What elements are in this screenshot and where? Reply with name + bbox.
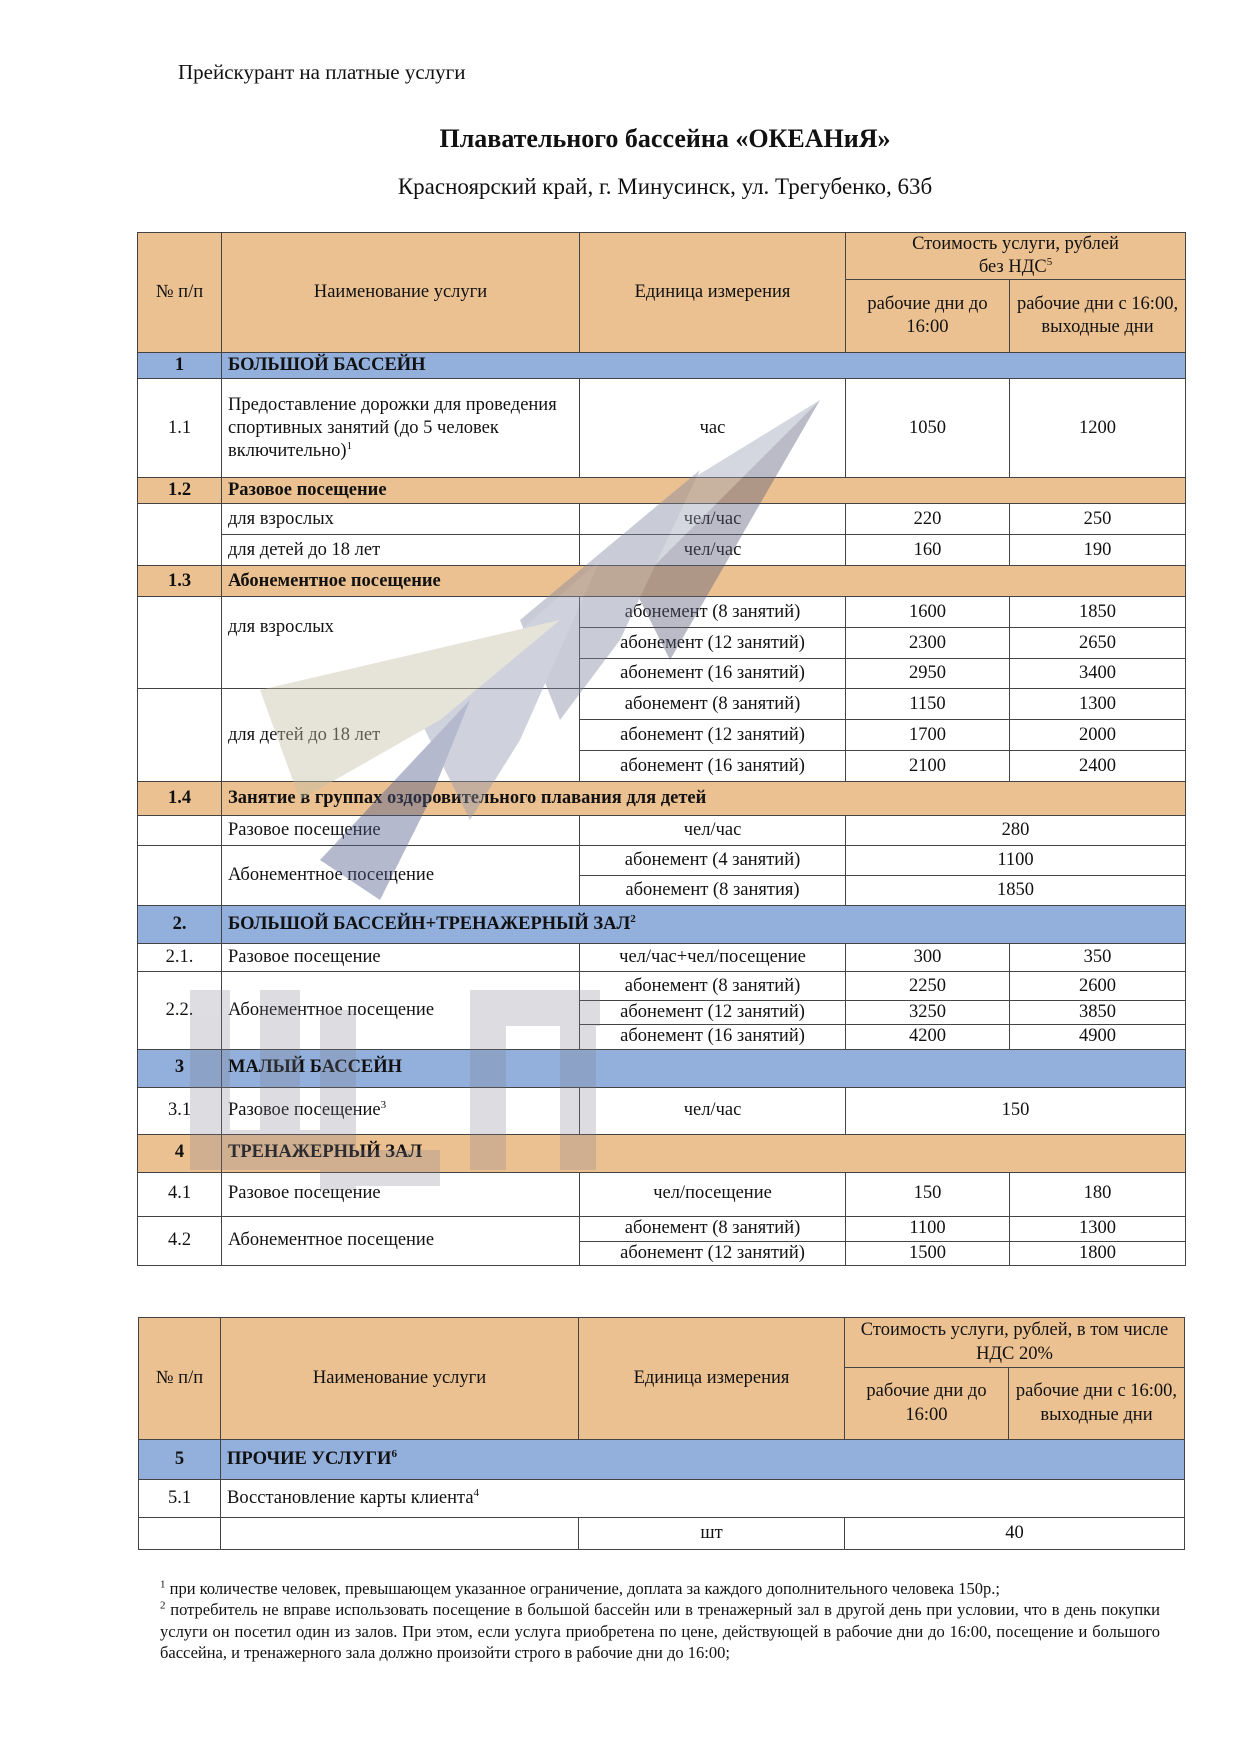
price-weekend: 1850 <box>1010 597 1186 628</box>
document-address: Красноярский край, г. Минусинск, ул. Трегубенко, 63б <box>397 174 933 199</box>
row-num: 2.2. <box>138 972 222 1049</box>
price-weekday: 4200 <box>846 1025 1010 1049</box>
price-weekday: 150 <box>846 1172 1010 1216</box>
section-title <box>222 906 1186 944</box>
unit: абонемент (8 занятий) <box>580 1216 846 1241</box>
footnote-ref: 3 <box>380 1098 387 1111</box>
row-num-empty <box>138 504 222 566</box>
footnote-text: потребитель не вправе использовать посещение в большой бассейн или в тренажерный зал в другой день при условии, что в день покупки услуги он посетил один из залов. При этом, если услуга приобретена по цене, действующей в рабочие дни до 16:00, посещение и большого бассейна, и тренажерного зала должно произойти строго в рабочие дни до 16:00; <box>160 1600 1160 1663</box>
section-num: 1.4 <box>138 782 222 816</box>
price-weekday: 2950 <box>846 659 1010 689</box>
unit: абонемент (12 занятий) <box>580 1001 846 1025</box>
unit: час <box>580 379 846 478</box>
price-weekend: 1800 <box>1010 1241 1186 1265</box>
service-name: Абонементное посещение <box>222 972 580 1049</box>
footnote-mark: 2 <box>160 1599 166 1612</box>
row-num: 3.1 <box>138 1087 222 1134</box>
unit: абонемент (12 занятий) <box>580 720 846 751</box>
price: 1850 <box>846 876 1186 906</box>
table-row <box>138 944 1186 972</box>
price-weekend: 1300 <box>1010 1216 1186 1241</box>
section-title <box>221 1440 1185 1480</box>
section-title: БОЛЬШОЙ БАССЕЙН <box>222 353 1186 379</box>
section-title: Абонементное посещение <box>222 566 1186 597</box>
price-weekday: 2250 <box>846 972 1010 1001</box>
table-header-row <box>138 233 1186 280</box>
price: 1100 <box>846 846 1186 876</box>
price-table-other <box>138 1317 1185 1550</box>
service-name: Разовое посещение <box>222 816 580 846</box>
header-cost-vat: без НДС <box>978 257 1047 278</box>
price-table-main <box>137 232 1186 1266</box>
price-weekday: 160 <box>846 535 1010 566</box>
header-weekday: рабочие дни до 16:00 <box>845 1368 1009 1440</box>
unit: абонемент (16 занятий) <box>580 659 846 689</box>
price-weekend: 3850 <box>1010 1001 1186 1025</box>
unit: абонемент (8 занятий) <box>580 972 846 1001</box>
service-name: для детей до 18 лет <box>222 689 580 782</box>
price-weekend: 350 <box>1010 944 1186 972</box>
header-weekend: рабочие дни с 16:00, выходные дни <box>1010 280 1186 353</box>
price-weekday: 220 <box>846 504 1010 535</box>
price: 40 <box>845 1518 1185 1550</box>
unit: шт <box>579 1518 845 1550</box>
price-weekend: 2650 <box>1010 628 1186 659</box>
price-weekday: 1150 <box>846 689 1010 720</box>
table-row <box>138 597 1186 628</box>
table-row <box>138 535 1186 566</box>
service-name-text: Восстановление карты клиента <box>227 1487 474 1508</box>
price-weekend: 2400 <box>1010 751 1186 782</box>
table-row <box>138 379 1186 478</box>
unit: абонемент (8 занятия) <box>580 876 846 906</box>
header-unit: Единица измерения <box>579 1318 845 1440</box>
section-num: 5 <box>139 1440 221 1480</box>
unit: чел/час <box>580 816 846 846</box>
header-unit: Единица измерения <box>580 233 846 353</box>
footnote-ref: 6 <box>391 1447 397 1460</box>
price-weekend: 3400 <box>1010 659 1186 689</box>
table-row <box>138 1087 1186 1134</box>
table-row <box>139 1480 1185 1518</box>
row-num: 4.2 <box>138 1216 222 1265</box>
service-name: для детей до 18 лет <box>222 535 580 566</box>
section-title-text: БОЛЬШОЙ БАССЕЙН+ТРЕНАЖЕРНЫЙ ЗАЛ <box>228 914 631 935</box>
price-weekend: 1300 <box>1010 689 1186 720</box>
row-num-empty <box>139 1518 221 1550</box>
price-weekday: 300 <box>846 944 1010 972</box>
section-num: 2. <box>138 906 222 944</box>
service-name-text: Разовое посещение <box>228 1099 381 1120</box>
service-name <box>221 1480 1185 1518</box>
header-cost: Стоимость услуги, рублей, в том числе НДС 20% <box>845 1318 1185 1368</box>
row-num: 1.1 <box>138 379 222 478</box>
header-service-name: Наименование услуги <box>222 233 580 353</box>
unit: абонемент (12 занятий) <box>580 628 846 659</box>
subsection-row <box>138 782 1186 816</box>
row-num-empty <box>138 689 222 782</box>
row-num-empty <box>138 816 222 846</box>
unit: чел/час <box>580 1087 846 1134</box>
price-weekday: 2300 <box>846 628 1010 659</box>
table-header-row <box>139 1318 1185 1368</box>
price-weekend: 250 <box>1010 504 1186 535</box>
unit: абонемент (8 занятий) <box>580 689 846 720</box>
footnote-ref: 2 <box>630 913 636 926</box>
row-num-empty <box>138 597 222 689</box>
section-title: МАЛЫЙ БАССЕЙН <box>222 1049 1186 1087</box>
footnote-1 <box>160 1578 1160 1599</box>
unit: абонемент (16 занятий) <box>580 751 846 782</box>
subsection-row <box>138 478 1186 504</box>
price-weekend: 1200 <box>1010 379 1186 478</box>
row-num: 5.1 <box>139 1480 221 1518</box>
unit: абонемент (8 занятий) <box>580 597 846 628</box>
table-row <box>138 816 1186 846</box>
header-weekend: рабочие дни с 16:00, выходные дни <box>1009 1368 1185 1440</box>
price-weekend: 190 <box>1010 535 1186 566</box>
header-num: № п/п <box>138 233 222 353</box>
row-num-empty <box>138 846 222 906</box>
price-weekday: 1700 <box>846 720 1010 751</box>
section-title: Разовое посещение <box>222 478 1186 504</box>
footnote-ref: 4 <box>473 1486 480 1499</box>
section-num: 1.2 <box>138 478 222 504</box>
service-name: Абонементное посещение <box>222 1216 580 1265</box>
service-name <box>222 1087 580 1134</box>
section-row <box>138 353 1186 379</box>
service-name: Абонементное посещение <box>222 846 580 906</box>
section-title: ТРЕНАЖЕРНЫЙ ЗАЛ <box>222 1134 1186 1172</box>
table-row <box>138 1172 1186 1216</box>
price-weekday: 1500 <box>846 1241 1010 1265</box>
price-weekday: 3250 <box>846 1001 1010 1025</box>
price-weekend: 180 <box>1010 1172 1186 1216</box>
unit: чел/час+чел/посещение <box>580 944 846 972</box>
footnote-2 <box>160 1599 1160 1663</box>
row-num: 2.1. <box>138 944 222 972</box>
table-row <box>138 1216 1186 1241</box>
section-num: 3 <box>138 1049 222 1087</box>
service-name-empty <box>221 1518 579 1550</box>
section-row <box>138 1134 1186 1172</box>
unit: чел/час <box>580 535 846 566</box>
service-name: Разовое посещение <box>222 1172 580 1216</box>
subsection-row <box>138 566 1186 597</box>
service-name: Разовое посещение <box>222 944 580 972</box>
section-row <box>139 1440 1185 1480</box>
header-cost-text: Стоимость услуги, рублей <box>912 234 1119 254</box>
table-row <box>138 846 1186 876</box>
footnote-text: при количестве человек, превышающем указанное ограничение, доплата за каждого дополнительного человека 150р.; <box>165 1579 1000 1598</box>
section-title-text: ПРОЧИЕ УСЛУГИ <box>227 1448 392 1469</box>
service-name <box>222 379 580 478</box>
header-service-name: Наименование услуги <box>221 1318 579 1440</box>
service-name: для взрослых <box>222 504 580 535</box>
price-weekday: 1100 <box>846 1216 1010 1241</box>
unit: абонемент (16 занятий) <box>580 1025 846 1049</box>
service-name-text: Предоставление дорожки для проведения спортивных занятий (до 5 человек включительно) <box>228 394 557 461</box>
section-num: 1 <box>138 353 222 379</box>
unit: абонемент (4 занятий) <box>580 846 846 876</box>
footnote-mark: 1 <box>160 1578 166 1591</box>
header-cost <box>846 233 1186 280</box>
page-header-note: Прейскурант на платные услуги <box>178 60 466 84</box>
unit: чел/час <box>580 504 846 535</box>
price: 150 <box>846 1087 1186 1134</box>
header-weekday: рабочие дни до 16:00 <box>846 280 1010 353</box>
document-title: Плавательного бассейна «ОКЕАНиЯ» <box>439 124 891 153</box>
table-row <box>138 504 1186 535</box>
section-num: 4 <box>138 1134 222 1172</box>
price-weekday: 1600 <box>846 597 1010 628</box>
service-name: для взрослых <box>222 597 580 689</box>
footnotes <box>160 1578 1160 1664</box>
table-row <box>138 972 1186 1001</box>
section-row <box>138 1049 1186 1087</box>
price-weekday: 1050 <box>846 379 1010 478</box>
unit: абонемент (12 занятий) <box>580 1241 846 1265</box>
section-num: 1.3 <box>138 566 222 597</box>
header-num: № п/п <box>139 1318 221 1440</box>
price-weekend: 2600 <box>1010 972 1186 1001</box>
price-weekday: 2100 <box>846 751 1010 782</box>
table-row <box>139 1518 1185 1550</box>
price-weekend: 4900 <box>1010 1025 1186 1049</box>
section-title: Занятие в группах оздоровительного плавания для детей <box>222 782 1186 816</box>
footnote-ref: 1 <box>346 439 353 452</box>
table-row <box>138 689 1186 720</box>
unit: чел/посещение <box>580 1172 846 1216</box>
section-row <box>138 906 1186 944</box>
price-weekend: 2000 <box>1010 720 1186 751</box>
footnote-ref: 5 <box>1046 255 1053 268</box>
row-num: 4.1 <box>138 1172 222 1216</box>
price: 280 <box>846 816 1186 846</box>
